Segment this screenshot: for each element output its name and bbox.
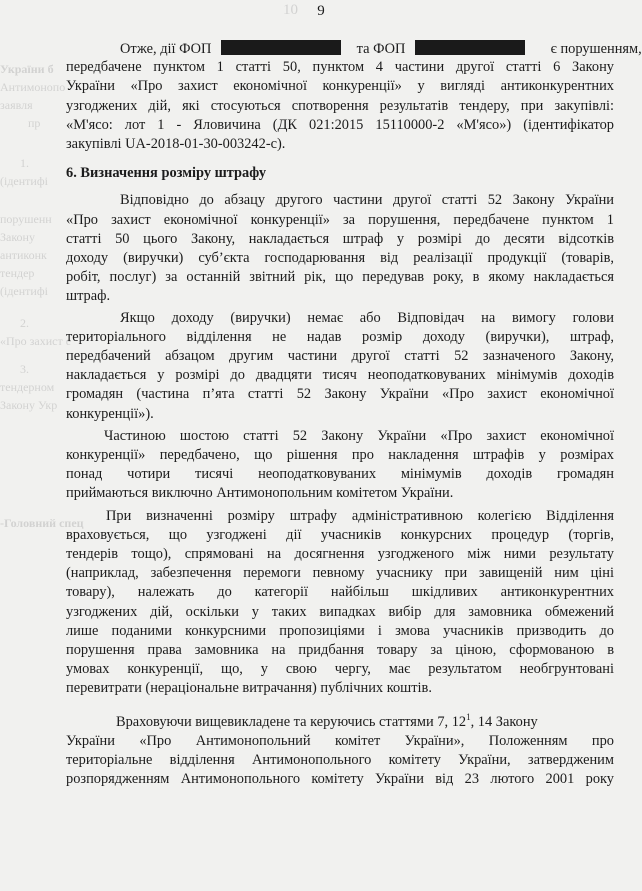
bleed-text: 3. [20,362,29,376]
bleed-text: України б [0,62,54,76]
bleed-text: Закону Укр [0,398,58,412]
paragraph-line: конкуренції» передбачено, що рішення про накладення штрафів у розмірах [66,447,614,463]
paragraph-line: «М'ясо: лот 1 - Яловичина (ДК 021:2015 15110000-2 «М'ясо») (ідентифікатор [66,116,614,133]
bleed-text: Антимонопо [0,80,66,94]
bleed-text: (ідентифі [0,174,48,188]
paragraph-line: Якщо доходу (виручки) немає або Відповідач на вимогу голови [120,309,614,326]
section-heading: 6. Визначення розміру штрафу [66,165,267,182]
bleed-text: пр [28,116,41,130]
paragraph-line: «Про захист економічної конкуренції» за порушення, передбачене пунктом 1 [66,211,614,228]
paragraph-line: Частиною шостою статті 52 Закону України «Про захист економічної [104,427,614,444]
bleed-text: заявля [0,98,33,112]
bleed-text: -Головний спец [0,516,84,530]
text-fragment: є порушенням, [550,41,642,57]
paragraph-line: України «Про Антимонопольний комітет України», Положенням про [66,732,614,749]
paragraph-line: України «Про захист економічної конкуренції» у вигляді антиконкурентних [66,78,614,95]
bleed-text: антиконк [0,248,47,262]
paragraph-line: При визначенні розміру штрафу адміністративною колегією Відділення [106,507,614,524]
page-number: 9 [317,3,325,19]
paragraph-line [66,40,642,59]
paragraph-line: умовах конкуренції, що, у свою чергу, має результатом необгрунтовані [66,661,614,678]
paragraph-line: територіальне відділення Антимонопольного комітету України, затвердженим [66,752,614,768]
bleed-text: тендер [0,266,35,280]
paragraph-line: (наприклад, забезпечення перемоги певному учаснику при завищеній ним ціні [66,565,614,582]
paragraph-line: закупівлі UA-2018-01-30-003242-c). [66,136,286,152]
text-fragment: Отже, дії ФОП [120,41,212,57]
bleed-text: (ідентифі [0,284,48,298]
paragraph-line: конкуренції»). [66,405,154,422]
paragraph-line: порушення права замовника на придбання товару за ціною, сформованою в [66,642,614,658]
paragraph-line: враховується, що узгоджені дії учасників конкурсних процедур (торгів, [66,526,614,543]
paragraph-line: узгоджених дій, які стосуються спотворення результатів тендеру, при закупівлі: [66,97,614,114]
paragraph-line: передбачене пунктом 1 статті 50, пунктом 4 частини другої статті 6 Закону [66,59,614,76]
paragraph-line: розпорядженням Антимонопольного комітету України від 23 лютого 2001 року [66,771,614,788]
paragraph-line: статті 50 цього Закону, накладається штраф у розмірі до десяти відсотків [66,230,614,247]
paragraph-line: Відповідно до абзацу другого частини другої статті 52 Закону України [120,192,614,209]
paragraph-line: узгоджених дій, оскільки у таких випадках вибір для замовника обмежений [66,603,614,620]
redacted-name [221,40,341,55]
bleed-text: Закону [0,230,35,244]
bleed-text: 1. [20,156,29,170]
superscript: 1 [466,711,471,722]
bleed-text: 10 [283,2,298,18]
paragraph-line: приймаються виключно Антимонопольним комітетом України. [66,485,454,502]
text-fragment: Враховуючи вищевикладене та керуючись статтями 7, 12 [116,713,467,730]
paragraph-line: понад чотири тисячі неоподатковуваних мінімумів доходів громадян [66,466,614,483]
bleed-text: порушенн [0,212,52,226]
paragraph-line: громадян (частина п’ята статті 52 Закону України «Про захист економічної [66,386,614,403]
paragraph-line: територіального відділення не надав розмір доходу (виручки), штраф, [66,328,614,345]
bleed-text: тендерном [0,380,55,394]
paragraph-line: товару), належать до категорії найбільш шкідливих антиконкурентних [66,584,614,601]
paragraph-line: перевитрати (нераціональне витрачання) публічних коштів. [66,680,432,697]
redacted-name [415,40,525,55]
paragraph-line: передбачений абзацом другим частини другої статті 52 зазначеного Закону, [66,348,614,364]
paragraph-line [116,711,614,732]
paragraph-line: робіт, послуг) за останній звітний рік, що передував року, в якому накладається [66,269,614,286]
bleed-text: «Про захист е [0,334,72,348]
paragraph-line: накладається у розмірі до двадцяти тисяч неоподатковуваних мінімумів доходів [66,367,614,384]
paragraph-line: штраф. [66,288,111,305]
paragraph-line: тендерів тощо), спрямовані на досягнення узгодженого між ними результату [66,546,614,562]
text-fragment: та ФОП [356,41,406,57]
bleed-text: 2. [20,316,29,330]
text-fragment: , 14 Закону [470,713,538,730]
paragraph-line: лише поданими конкурсними пропозиціями і змова учасників призводить до [66,622,614,639]
paragraph-line: доходу (виручки) суб’єкта господарювання від реалізації продукції (товарів, [66,250,614,266]
